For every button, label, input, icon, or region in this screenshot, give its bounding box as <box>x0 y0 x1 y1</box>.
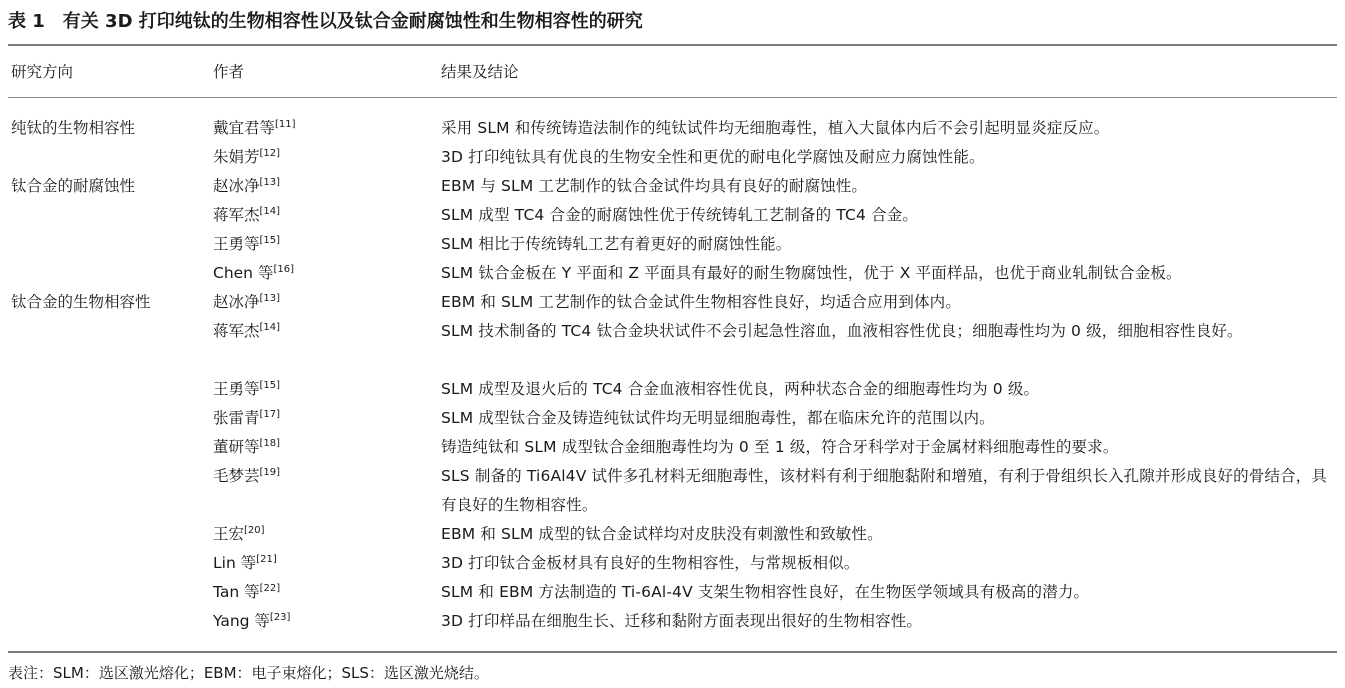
table-title: 表 1 有关 3D 打印纯钛的生物相容性以及钛合金耐腐蚀性和生物相容性的研究 <box>8 11 643 32</box>
result-cell: SLM 相比于传统铸轧工艺有着更好的耐腐蚀性能。 <box>441 235 792 253</box>
result-cell: SLM 和 EBM 方法制造的 Ti-6Al-4V 支架生物相容性良好，在生物医学领域具有极高的潜力。 <box>441 583 1090 601</box>
author-cell <box>213 259 294 288</box>
author-cell <box>213 578 280 607</box>
author-cell <box>213 317 280 346</box>
author-name: 朱娟芳 <box>213 148 260 166</box>
header-results: 结果及结论 <box>441 63 519 81</box>
citation-ref: [11] <box>275 119 296 130</box>
result-cell: 铸造纯钛和 SLM 成型钛合金细胞毒性均为 0 至 1 级，符合牙科学对于金属材料细胞毒性的要求。 <box>441 438 1119 456</box>
author-name: 赵冰净 <box>213 293 260 311</box>
author-name: 张雷青 <box>213 409 260 427</box>
table-row <box>0 230 1345 259</box>
citation-ref: [21] <box>256 554 277 565</box>
header-author: 作者 <box>213 63 245 81</box>
table-row <box>0 143 1345 172</box>
bottom-rule <box>8 651 1337 653</box>
citation-ref: [12] <box>259 148 281 159</box>
result-cell: EBM 和 SLM 工艺制作的钛合金试件生物相容性良好，均适合应用到体内。 <box>441 293 961 311</box>
citation-ref: [20] <box>244 525 265 536</box>
author-name: Tan 等 <box>213 583 260 601</box>
table-row <box>0 172 1345 201</box>
table-row <box>0 288 1345 317</box>
author-cell <box>213 114 296 143</box>
author-cell <box>213 607 290 636</box>
citation-ref: [23] <box>269 612 291 623</box>
citation-ref: [13] <box>259 177 281 188</box>
header-rule <box>8 97 1337 98</box>
author-cell <box>213 433 280 462</box>
author-cell <box>213 462 280 491</box>
author-cell <box>213 549 277 578</box>
author-name: Chen 等 <box>213 264 274 282</box>
author-cell <box>213 404 280 433</box>
result-cell: 采用 SLM 和传统铸造法制作的纯钛试件均无细胞毒性，植入大鼠体内后不会引起明显炎症反应。 <box>441 119 1110 137</box>
table-row <box>0 462 1345 520</box>
citation-ref: [16] <box>273 264 294 275</box>
author-name: 王勇等 <box>213 380 260 398</box>
author-name: 王勇等 <box>213 235 260 253</box>
author-name: 蒋军杰 <box>213 322 260 340</box>
table-note: 表注：SLM：选区激光熔化；EBM：电子束熔化；SLS：选区激光烧结。 <box>8 664 489 682</box>
author-name: 赵冰净 <box>213 177 260 195</box>
author-cell <box>213 143 280 172</box>
table-row <box>0 259 1345 288</box>
author-name: 戴宜君等 <box>213 119 276 137</box>
result-cell: EBM 与 SLM 工艺制作的钛合金试件均具有良好的耐腐蚀性。 <box>441 177 868 195</box>
result-cell: 3D 打印钛合金板材具有良好的生物相容性，与常规板相似。 <box>441 554 860 572</box>
category-cell: 纯钛的生物相容性 <box>11 119 136 137</box>
author-name: 蒋军杰 <box>213 206 260 224</box>
table-row <box>0 520 1345 549</box>
table-row <box>0 607 1345 636</box>
result-cell: SLM 成型及退火后的 TC4 合金血液相容性优良，两种状态合金的细胞毒性均为 0 级。 <box>441 380 1040 398</box>
author-cell <box>213 172 280 201</box>
author-cell <box>213 230 280 259</box>
citation-ref: [15] <box>259 235 281 246</box>
category-cell: 钛合金的生物相容性 <box>11 293 151 311</box>
table-row <box>0 404 1345 433</box>
header-research-direction: 研究方向 <box>11 63 74 81</box>
table-row <box>0 375 1345 404</box>
author-name: 王宏 <box>213 525 245 543</box>
table-row <box>0 549 1345 578</box>
citation-ref: [14] <box>259 206 281 217</box>
result-cell: SLM 成型 TC4 合金的耐腐蚀性优于传统铸轧工艺制备的 TC4 合金。 <box>441 206 919 224</box>
author-cell <box>213 520 265 549</box>
result-cell: EBM 和 SLM 成型的钛合金试样均对皮肤没有刺激性和致敏性。 <box>441 525 883 543</box>
citation-ref: [17] <box>259 409 281 420</box>
author-cell <box>213 288 280 317</box>
result-cell: SLM 钛合金板在 Y 平面和 Z 平面具有最好的耐生物腐蚀性，优于 X 平面样品，也优于商业轧制钛合金板。 <box>441 264 1182 282</box>
table-row <box>0 114 1345 143</box>
table-row <box>0 317 1345 375</box>
table-row <box>0 578 1345 607</box>
citation-ref: [14] <box>259 322 281 333</box>
result-cell: 3D 打印纯钛具有优良的生物安全性和更优的耐电化学腐蚀及耐应力腐蚀性能。 <box>441 148 985 166</box>
citation-ref: [15] <box>259 380 281 391</box>
result-cell: SLM 成型钛合金及铸造纯钛试件均无明显细胞毒性，都在临床允许的范围以内。 <box>441 409 995 427</box>
author-cell <box>213 375 280 404</box>
citation-ref: [18] <box>259 438 281 449</box>
author-cell <box>213 201 280 230</box>
table-body <box>0 114 1345 636</box>
top-rule <box>8 44 1337 46</box>
category-cell: 钛合金的耐腐蚀性 <box>11 177 136 195</box>
table-row <box>0 433 1345 462</box>
author-name: 毛梦芸 <box>213 467 260 485</box>
table-row <box>0 201 1345 230</box>
citation-ref: [22] <box>259 583 281 594</box>
author-name: Lin 等 <box>213 554 257 572</box>
result-cell: 3D 打印样品在细胞生长、迁移和黏附方面表现出很好的生物相容性。 <box>441 612 923 630</box>
author-name: 董研等 <box>213 438 260 456</box>
citation-ref: [19] <box>259 467 281 478</box>
result-cell: SLM 技术制备的 TC4 钛合金块状试件不会引起急性溶血，血液相容性优良；细胞毒性均为 0 级，细胞相容性良好。 <box>441 322 1243 340</box>
citation-ref: [13] <box>259 293 281 304</box>
result-cell: SLS 制备的 Ti6Al4V 试件多孔材料无细胞毒性，该材料有利于细胞黏附和增殖，有利于骨组织长入孔隙并形成良好的骨结合，具有良好的生物相容性。 <box>441 467 1328 514</box>
author-name: Yang 等 <box>213 612 270 630</box>
